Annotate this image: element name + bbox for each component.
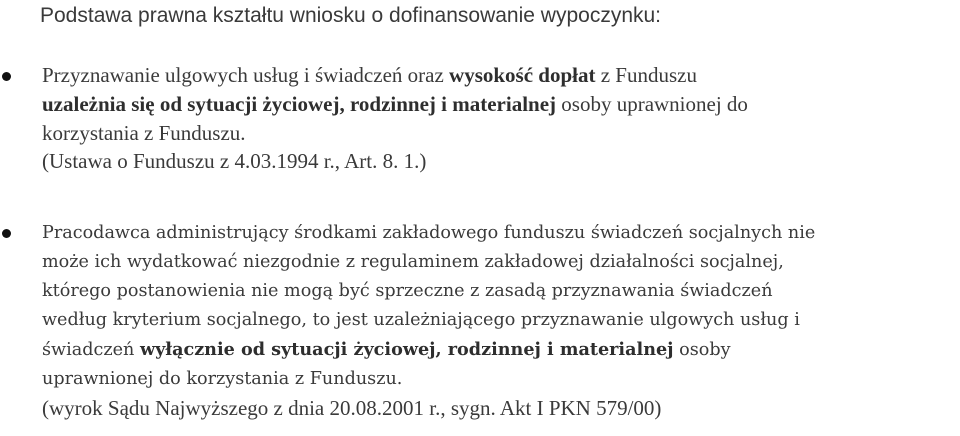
emphasis-text: wyłącznie od sytuacji życiowej, rodzinnej i materialnej	[139, 339, 674, 360]
ruling-line-1: Pracodawca administrujący środkami zakładowego funduszu świadczeń socjalnych nie	[42, 223, 816, 243]
bullet-icon	[2, 72, 11, 81]
ruling-line-3: którego postanowienia nie mogą być sprzeczne z zasadą przyznawania świadczeń	[42, 281, 773, 301]
emphasis-text: uzależnia się od sytuacji życiowej, rodzinnej i materialnej	[42, 91, 557, 116]
ruling-citation: (wyrok Sądu Najwyższego z dnia 20.08.2001 r., sygn. Akt I PKN 579/00)	[42, 396, 662, 420]
statute-line-1: Przyznawanie ulgowych usług i świadczeń oraz wysokość dopłat z Funduszu	[42, 63, 697, 87]
ruling-line-4: według kryterium socjalnego, to jest uzależniającego przyznawanie ulgowych usług i	[42, 310, 800, 330]
statute-line-3: korzystania z Funduszu.	[42, 120, 246, 145]
ruling-line-5: świadczeń wyłącznie od sytuacji życiowej, rodzinnej i materialnej osoby	[42, 339, 731, 360]
statute-citation: (Ustawa o Funduszu z 4.03.1994 r., Art. 8. 1.)	[42, 149, 427, 174]
list-item-statute	[42, 61, 748, 176]
bullet-icon	[2, 229, 11, 238]
ruling-line-2: może ich wydatkować niezgodnie z regulaminem zakładowej działalności socjalnej,	[42, 252, 784, 272]
statute-line-2: uzależnia się od sytuacji życiowej, rodzinnej i materialnej osoby uprawnionej do	[42, 91, 748, 116]
ruling-line-6: uprawnionej do korzystania z Funduszu.	[42, 369, 403, 389]
emphasis-text: wysokość dopłat	[449, 63, 596, 87]
page-heading: Podstawa prawna kształtu wniosku o dofinansowanie wypoczynku:	[40, 4, 662, 27]
list-item-court-ruling	[42, 219, 815, 423]
